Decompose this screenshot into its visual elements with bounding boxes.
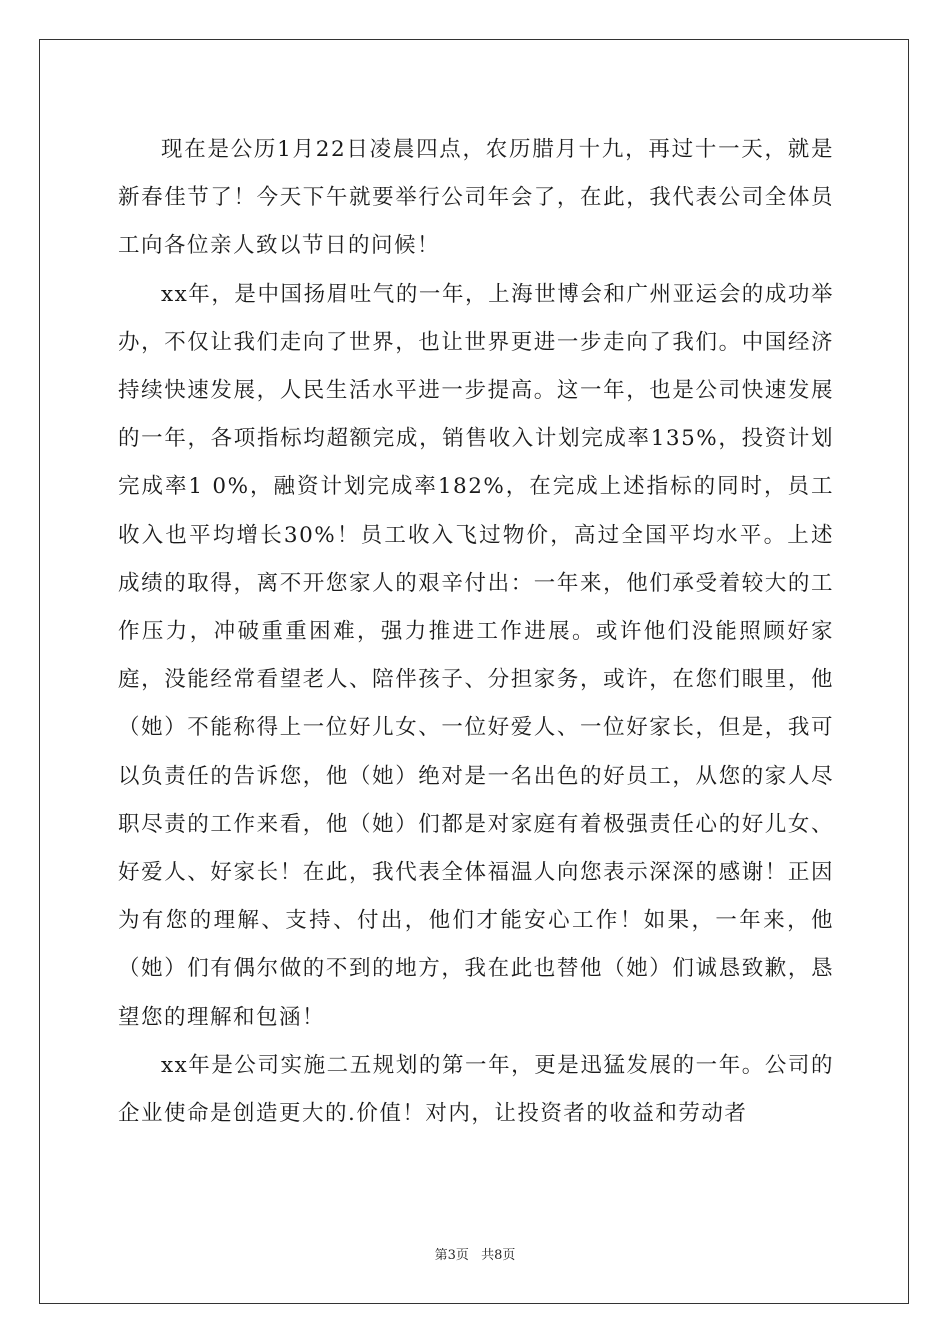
paragraph-year-review: xx年，是中国扬眉吐气的一年，上海世博会和广州亚运会的成功举办，不仅让我们走向了世界，也让世界更进一步走向了我们。中国经济持续快速发展，人民生活水平进一步提高。这一年，也是公司快速发展的一年，各项指标均超额完成，销售收入计划完成率135%，投资计划完成率1 0%，融资计划完成率182%，在完成上述指标的同时，员工收入也平均增长30%！员工收入飞过物价，高过全国平均水平。上述成绩的取得，离不开您家人的艰辛付出：一年来，他们承受着较大的工作压力，冲破重重困难，强力推进工作进展。或许他们没能照顾好家庭，没能经常看望老人、陪伴孩子、分担家务，或许，在您们眼里，他（她）不能称得上一位好儿女、一位好爱人、一位好家长，但是，我可以负责任的告诉您，他（她）绝对是一名出色的好员工，从您的家人尽职尽责的工作来看，他（她）们都是对家庭有着极强责任心的好儿女、好爱人、好家长！在此，我代表全体福温人向您表示深深的感谢！正因为有您的理解、支持、付出，他们才能安心工作！如果，一年来，他（她）们有偶尔做的不到的地方，我在此也替他（她）们诚恳致歉，恳望您的理解和包涵！: [118, 281, 834, 1030]
paragraph-greeting: 现在是公历1月22日凌晨四点，农历腊月十九，再过十一天，就是新春佳节了！今天下午就要举行公司年会了，在此，我代表公司全体员工向各位亲人致以节日的问候！: [118, 137, 834, 259]
page-number: 第3页: [434, 1248, 469, 1263]
page-total: 共8页: [481, 1248, 516, 1263]
page-footer: [0, 1244, 950, 1263]
paragraph-plan: xx年是公司实施二五规划的第一年，更是迅猛发展的一年。公司的企业使命是创造更大的.价值！对内，让投资者的收益和劳动者: [118, 1052, 834, 1127]
document-body: [118, 126, 834, 1138]
